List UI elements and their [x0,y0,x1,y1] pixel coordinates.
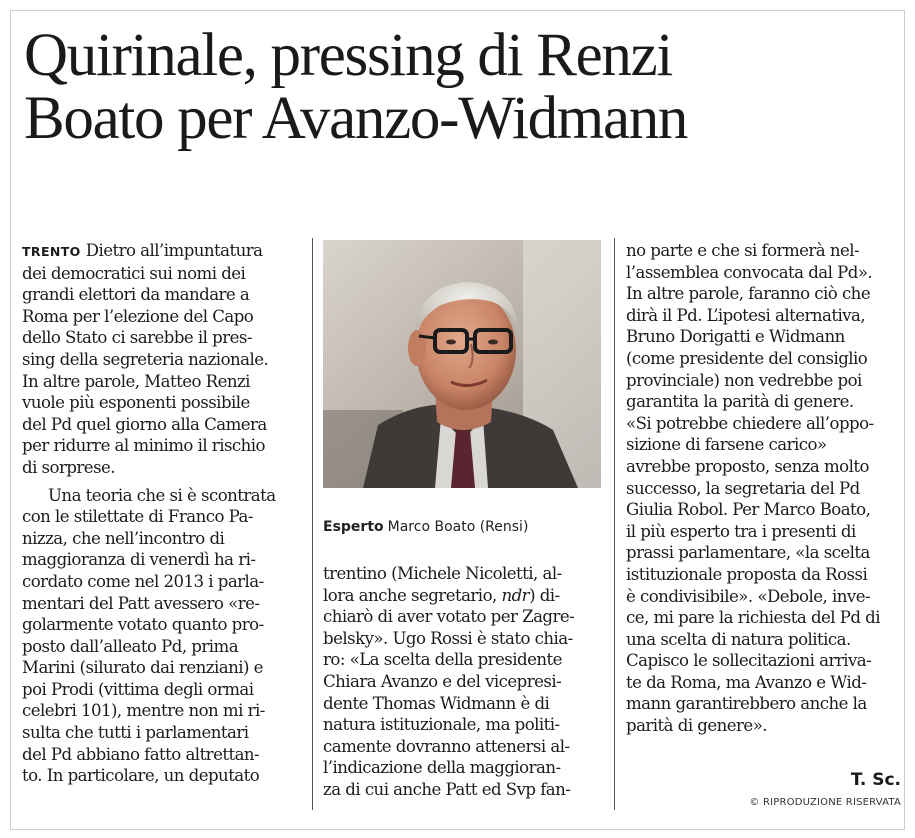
column-divider [312,238,313,810]
text-line: posto dall’alleato Pd, prima [22,636,239,656]
text-line: del Pd abbiano fatto altrettan- [22,744,260,764]
text-line: Roma per l’elezione del Capo [22,306,254,326]
text-line: l’assemblea convocata dal Pd». [626,262,873,282]
text-line: te da Roma, ma Avanzo e Wid- [626,672,867,692]
text-line: mentari del Patt avessero «re- [22,593,260,613]
text-line: trentino (Michele Nicoletti, al- [323,564,562,583]
text-line: belsky». Ugo Rossi è stato chia- [323,628,573,648]
text-line: vuole più esponenti possibile [22,393,250,413]
article-column-1 [22,240,300,787]
text-line: golarmente votato quanto pro- [22,615,264,635]
text-line: l’indicazione della maggioran- [323,758,561,778]
dateline: TRENTO [22,244,81,259]
text-line: con le stilettate di Franco Pa- [22,507,253,527]
text-line: dei democratici sui nomi dei [22,263,246,283]
headline-line-1: Quirinale, pressing di Renzi [24,22,673,89]
text-line: sizione di farsene carico» [626,435,827,455]
text-line: chiarò di aver votato per Zagre- [323,607,575,627]
text-line: camente dovranno attenersi al- [323,736,570,756]
portrait-illustration [323,240,601,488]
text-line: dello Stato ci sarebbe il pres- [22,328,252,348]
portrait-photo [323,240,601,488]
text-line: mann garantirebbero anche la [626,694,867,714]
paragraph-2 [22,485,300,787]
text-line: maggioranza di venerdì ha ri- [22,550,256,570]
text-line: grandi elettori da mandare a [22,285,250,305]
text-line: «Si potrebbe chiedere all’oppo- [626,413,874,433]
headline [24,24,904,150]
headline-line-2: Boato per Avanzo-Widmann [24,85,688,152]
text-line: Giulia Robol. Per Marco Boato, [626,500,871,520]
paragraph-1 [22,240,300,479]
text-line: to. In particolare, un deputato [22,766,260,786]
text-line: prassi parlamentare, «la scelta [626,543,870,563]
text-line: il più esperto tra i presenti di [626,521,856,541]
text-line: istituzionale proposta da Rossi [626,564,868,584]
caption-label: Esperto [323,519,384,535]
text-line: lora anche segretario, ndr) di- [323,585,560,605]
caption-text: Marco Boato (Rensi) [387,519,529,535]
author-signature: T. Sc. [850,770,901,790]
text-line: una scelta di natura politica. [626,629,851,649]
text-line: In altre parole, Matteo Renzi [22,371,250,391]
text-line: ro: «La scelta della presidente [323,650,562,670]
text-line: successo, la segretaria del Pd [626,478,860,498]
text-line: Capisco le sollecitazioni arriva- [626,651,872,671]
text-line: dirà il Pd. L’ipotesi alternativa, [626,305,866,325]
text-line: sulta che tutti i parlamentari [22,723,249,743]
text-line: natura istituzionale, ma politi- [323,715,560,735]
text-line: (come presidente del consiglio [626,348,868,368]
article-column-3 [626,240,904,737]
text-line: TRENTO Dietro all’impuntatura [22,241,263,260]
text-line: Una teoria che si è scontrata [48,485,276,505]
text-line: provinciale) non vedrebbe poi [626,370,862,390]
text-line: parità di genere». [626,716,768,736]
text-line: avrebbe proposto, senza molto [626,456,869,476]
text-line: è condivisibile». «Debole, inve- [626,586,871,606]
text-line: poi Prodi (vittima degli ormai [22,679,254,699]
text-line: ce, mi pare la richiesta del Pd di [626,608,881,628]
text-line: Chiara Avanzo e del vicepresi- [323,671,562,691]
copyright-notice: © RIPRODUZIONE RISERVATA [749,797,901,808]
photo-caption [323,519,601,535]
text-line: nizza, che nell’incontro di [22,528,225,548]
text-line: Marini (silurato dai renziani) e [22,658,263,678]
column-divider [614,238,615,810]
text-line: per ridurre al minimo il rischio [22,436,265,456]
text-line: garantita la parità di genere. [626,392,854,412]
text-line: dente Thomas Widmann è di [323,693,550,713]
text-line: del Pd quel giorno alla Camera [22,414,267,434]
text-line: Bruno Dorigatti e Widmann [626,327,845,347]
text-line: di sorprese. [22,457,116,477]
text-line: celebri 101), mentre non mi ri- [22,701,265,721]
text-line: In altre parole, faranno ciò che [626,284,871,304]
text-line: sing della segreteria nazionale. [22,349,269,369]
text-line: cordato come nel 2013 i parla- [22,571,264,591]
article-column-2 [323,563,601,801]
text-line: no parte e che si formerà nel- [626,241,860,260]
text-line: za di cui anche Patt ed Svp fan- [323,779,571,799]
